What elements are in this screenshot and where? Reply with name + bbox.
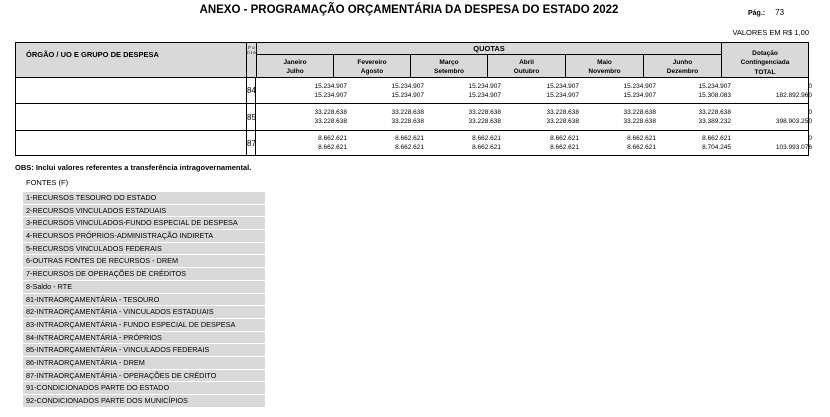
month-header: Fevereiro Agosto xyxy=(334,55,411,77)
fonte-item: 6-OUTRAS FONTES DE RECURSOS - DREM xyxy=(23,255,265,267)
fonte-item: 92-CONDICIONADOS PARTE DOS MUNICÍPIOS xyxy=(23,395,265,407)
fonte-item: 7-RECURSOS DE OPERAÇÕES DE CRÉDITOS xyxy=(23,268,265,280)
fonte-item: 87-INTRAORÇAMENTÁRIA - OPERAÇÕES DE CRÉDITO xyxy=(23,370,265,382)
fonte-item: 4-RECURSOS PRÓPRIOS-ADMINISTRAÇÃO INDIRETA xyxy=(23,230,265,242)
row-values: 33.228.638 33.228.638 33.228.638 33.228.638 33.228.638 33.228.638 33.228.638 33.228.638 33.228.638 33.228.638 33.228.638 33.389.232 0 398.903.250 xyxy=(256,104,809,131)
contingenciada-value: 0 xyxy=(808,83,812,90)
fonte-item: 1-RECURSOS TESOURO DO ESTADO xyxy=(23,192,265,204)
fonte-item: 81-INTRAORÇAMENTÁRIA - TESOURO xyxy=(23,294,265,306)
table-header xyxy=(15,42,809,78)
currency-note: VALORES EM R$ 1,00 xyxy=(732,28,809,37)
fonte-item: 86-INTRAORÇAMENTÁRIA - DREM xyxy=(23,357,265,369)
fonte-item: 82-INTRAORÇAMENTÁRIA - VINCULADOS ESTADUAIS xyxy=(23,306,265,318)
total-value: 103.993.076 xyxy=(775,144,812,151)
table-row xyxy=(15,104,812,131)
table-row xyxy=(15,78,812,104)
contingenciada-value: 0 xyxy=(808,109,812,116)
page-number xyxy=(748,8,784,17)
row-label-cell xyxy=(15,131,246,156)
month-header: Março Setembro xyxy=(411,55,488,77)
fonte-item: 91-CONDICIONADOS PARTE DO ESTADO xyxy=(23,382,265,394)
fonte-item: 3-RECURSOS VINCULADOS-FUNDO ESPECIAL DE DESPESA xyxy=(23,217,265,229)
fonte-item: 85-INTRAORÇAMENTÁRIA - VINCULADOS FEDERAIS xyxy=(23,344,265,356)
quotas-header: QUOTAS xyxy=(257,43,722,55)
month-header: Abril Outubro xyxy=(488,55,566,77)
page-number-value: 73 xyxy=(775,8,785,17)
month-header: Junho Dezembro xyxy=(644,55,722,77)
month-header: Maio Novembro xyxy=(566,55,644,77)
fonte-item: 8-Saldo - RTE xyxy=(23,281,265,293)
row-label-cell xyxy=(15,104,246,131)
contingenciada-value: 0 xyxy=(808,135,812,142)
page-title xyxy=(0,4,830,16)
col-orgao-header: ÓRGÃO / UO E GRUPO DE DESPESA xyxy=(16,43,247,77)
fontes-title: FONTES (F) xyxy=(26,178,69,187)
fonte-item: 83-INTRAORÇAMENTÁRIA - FUNDO ESPECIAL DE DESPESA xyxy=(23,319,265,331)
table-row xyxy=(15,131,812,156)
row-label-cell xyxy=(15,78,246,104)
title-text: ANEXO - PROGRAMAÇÃO ORÇAMENTÁRIA DA DESPESA DO ESTADO 2022 xyxy=(199,4,619,16)
page-label: Pág.: xyxy=(748,10,766,17)
dotacao-header: Dotação Contingenciada TOTAL xyxy=(740,50,790,76)
obs-note: OBS: Inclui valores referentes a transferência intragovernamental. xyxy=(15,163,252,172)
total-value: 182.892.960 xyxy=(775,92,812,99)
fonte-item: 5-RECURSOS VINCULADOS FEDERAIS xyxy=(23,243,265,255)
fonte-item: 84-INTRAORÇAMENTÁRIA - PRÓPRIOS xyxy=(23,332,265,344)
row-values: 8.662.621 8.662.621 8.662.621 8.662.621 8.662.621 8.662.621 8.662.621 8.662.621 8.662.621 8.662.621 8.662.621 8.704.245 0 103.993.076 xyxy=(256,131,809,156)
total-value: 398.903.250 xyxy=(775,118,812,125)
row-fonte: 85 xyxy=(246,104,256,131)
col-fonte-header: F o n t e xyxy=(247,43,257,77)
row-fonte: 87 xyxy=(246,131,256,156)
fontes-legend xyxy=(23,192,265,408)
row-fonte: 84 xyxy=(246,78,256,104)
budget-table xyxy=(15,42,812,157)
month-header: Janeiro Julho xyxy=(257,55,334,77)
row-values: 15.234.907 15.234.907 15.234.907 15.234.907 15.234.907 15.234.907 15.234.907 15.234.907 15.234.907 15.234.907 15.234.907 15.308.083 0 182.892.960 xyxy=(256,78,809,104)
fonte-item: 2-RECURSOS VINCULADOS ESTADUAIS xyxy=(23,205,265,217)
